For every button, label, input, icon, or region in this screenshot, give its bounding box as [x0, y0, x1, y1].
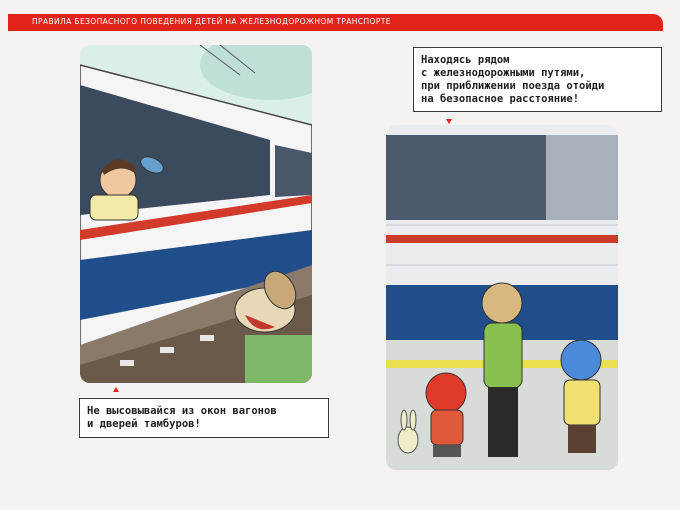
safety-caption-windows: Не высовывайся из окон вагонов и дверей тамбуров! — [79, 398, 329, 438]
illustration-boy-leaning-out — [80, 45, 312, 383]
safety-caption-distance: Находясь рядом с железнодорожными путями, при приближении поезда отойди на безопасное расстояние! — [413, 47, 662, 112]
caption-pointer-left — [113, 387, 119, 392]
illustration-family-on-platform — [386, 125, 618, 470]
page-title: ПРАВИЛА БЕЗОПАСНОГО ПОВЕДЕНИЯ ДЕТЕЙ НА ЖЕЛЕЗНОДОРОЖНОМ ТРАНСПОРТЕ — [32, 17, 391, 26]
caption-pointer-right — [446, 119, 452, 124]
header-bar — [8, 14, 663, 31]
